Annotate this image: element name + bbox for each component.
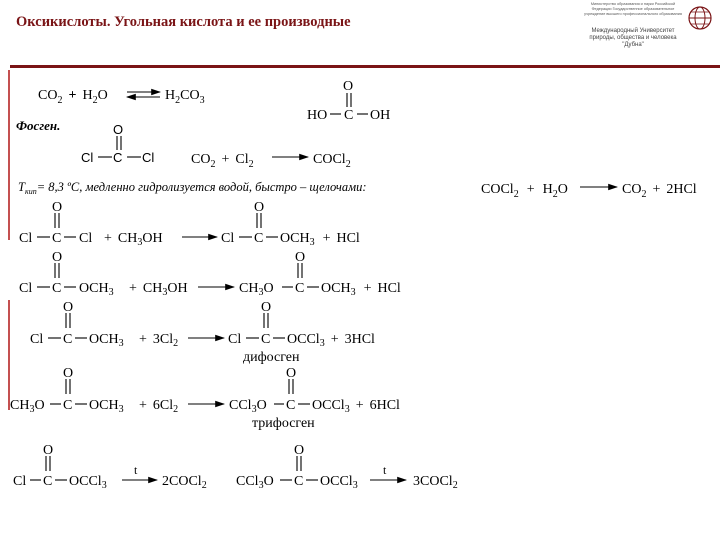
r1-right: Cl	[79, 231, 93, 246]
r1-o1: O	[52, 200, 63, 215]
phosgene-label: Фосген.	[16, 118, 61, 133]
r4-o2: O	[286, 366, 297, 381]
r6-c: C	[294, 474, 304, 489]
phosgene-c: C	[113, 150, 123, 165]
r5-heat-label: t	[134, 463, 138, 477]
r1-c: C	[52, 231, 62, 246]
phosgene-eq-lhs: $CO_2 + Cl_2$	[191, 152, 254, 170]
phosgene-eq-rhs: COCl$_2$	[313, 152, 351, 170]
hydrolysis-rhs: $CO_2 + 2HCl$	[622, 182, 697, 200]
r1-o2: O	[254, 200, 265, 215]
r6-right: OCCl$_3$	[320, 474, 358, 491]
r1-prod-right: $OCH_3$ + HCl	[280, 231, 360, 248]
r4-prod-right: OCCl$_3$ + 6HCl	[312, 398, 400, 415]
eq1-lhs: $CO_2 + H_2O$	[38, 88, 108, 106]
carbonic-c: C	[344, 108, 354, 123]
r6-heat-label: t	[383, 463, 387, 477]
r2-right: $OCH_3$	[79, 281, 114, 298]
r6-product: 3COCl$_2$	[413, 474, 458, 491]
r2-prod-left: $CH_3O$	[239, 281, 274, 298]
r3-right: $OCH_3$	[89, 332, 124, 349]
r6-o1: O	[294, 443, 305, 458]
phosgene-o: O	[113, 122, 124, 137]
r3-prod-right: OCCl$_3$ + 3HCl	[287, 332, 375, 349]
triphosgene-name: трифосген	[252, 416, 315, 431]
hydrolysis-lhs: COCl$_2$ + $H_2O$	[481, 182, 568, 200]
r1-left: Cl	[19, 231, 33, 246]
r5-o1: O	[43, 443, 54, 458]
page-title: Оксикислоты. Угольная кислота и ее производные	[16, 14, 351, 30]
r3-prod-left: Cl	[228, 332, 242, 347]
phosgene-left: Cl	[81, 150, 94, 165]
carbonic-left: HO	[307, 108, 328, 123]
r5-product: 2COCl$_2$	[162, 474, 207, 491]
r4-left: $CH_3O$	[10, 398, 45, 415]
r4-c: C	[63, 398, 73, 413]
r2-left: Cl	[19, 281, 33, 296]
r2-prod-c: C	[295, 281, 305, 296]
r3-c: C	[63, 332, 73, 347]
r2-prod-right: $OCH_3$ + HCl	[321, 281, 401, 298]
r3-o2: O	[261, 300, 272, 315]
r3-o1: O	[63, 300, 74, 315]
r4-o1: O	[63, 366, 74, 381]
r5-right: OCCl$_3$	[69, 474, 107, 491]
carbonic-o: O	[343, 79, 354, 94]
diphosgene-name: дифосген	[243, 350, 300, 365]
r4-right: $OCH_3$	[89, 398, 124, 415]
carbonic-right: OH	[370, 108, 391, 123]
r5-c: C	[43, 474, 53, 489]
r5-left: Cl	[13, 474, 27, 489]
r2-o2: O	[295, 250, 306, 265]
r3-prod-c: C	[261, 332, 271, 347]
r4-prod-left: CCl$_3$O	[229, 398, 267, 415]
r1-prod-c: C	[254, 231, 264, 246]
phosgene-properties: $T_{кип}= 8,3$ ºС, медленно гидролизуется водой, быстро – щелочами:	[18, 180, 367, 196]
r3-left: Cl	[30, 332, 44, 347]
r1-prod-left: Cl	[221, 231, 235, 246]
r1-reagent: + $CH_3OH$	[104, 231, 163, 248]
phosgene-right: Cl	[142, 150, 155, 165]
r6-left: CCl$_3$O	[236, 474, 274, 491]
eq1-rhs: $H_2CO_3$	[165, 88, 205, 106]
r2-c: C	[52, 281, 62, 296]
logo-university-text: Международный Университет природы, общества и человека "Дубна"	[589, 28, 677, 48]
r2-o1: O	[52, 250, 63, 265]
r2-reagent: + $CH_3OH$	[129, 281, 188, 298]
r3-reagent: + $3Cl_2$	[139, 332, 179, 349]
r4-prod-c: C	[286, 398, 296, 413]
r4-reagent: + $6Cl_2$	[139, 398, 179, 415]
logo-ministry-text: Министерство образования и науки Российской Федерации Государственное образовательное учреждение высшего профессионального образования	[584, 2, 682, 16]
